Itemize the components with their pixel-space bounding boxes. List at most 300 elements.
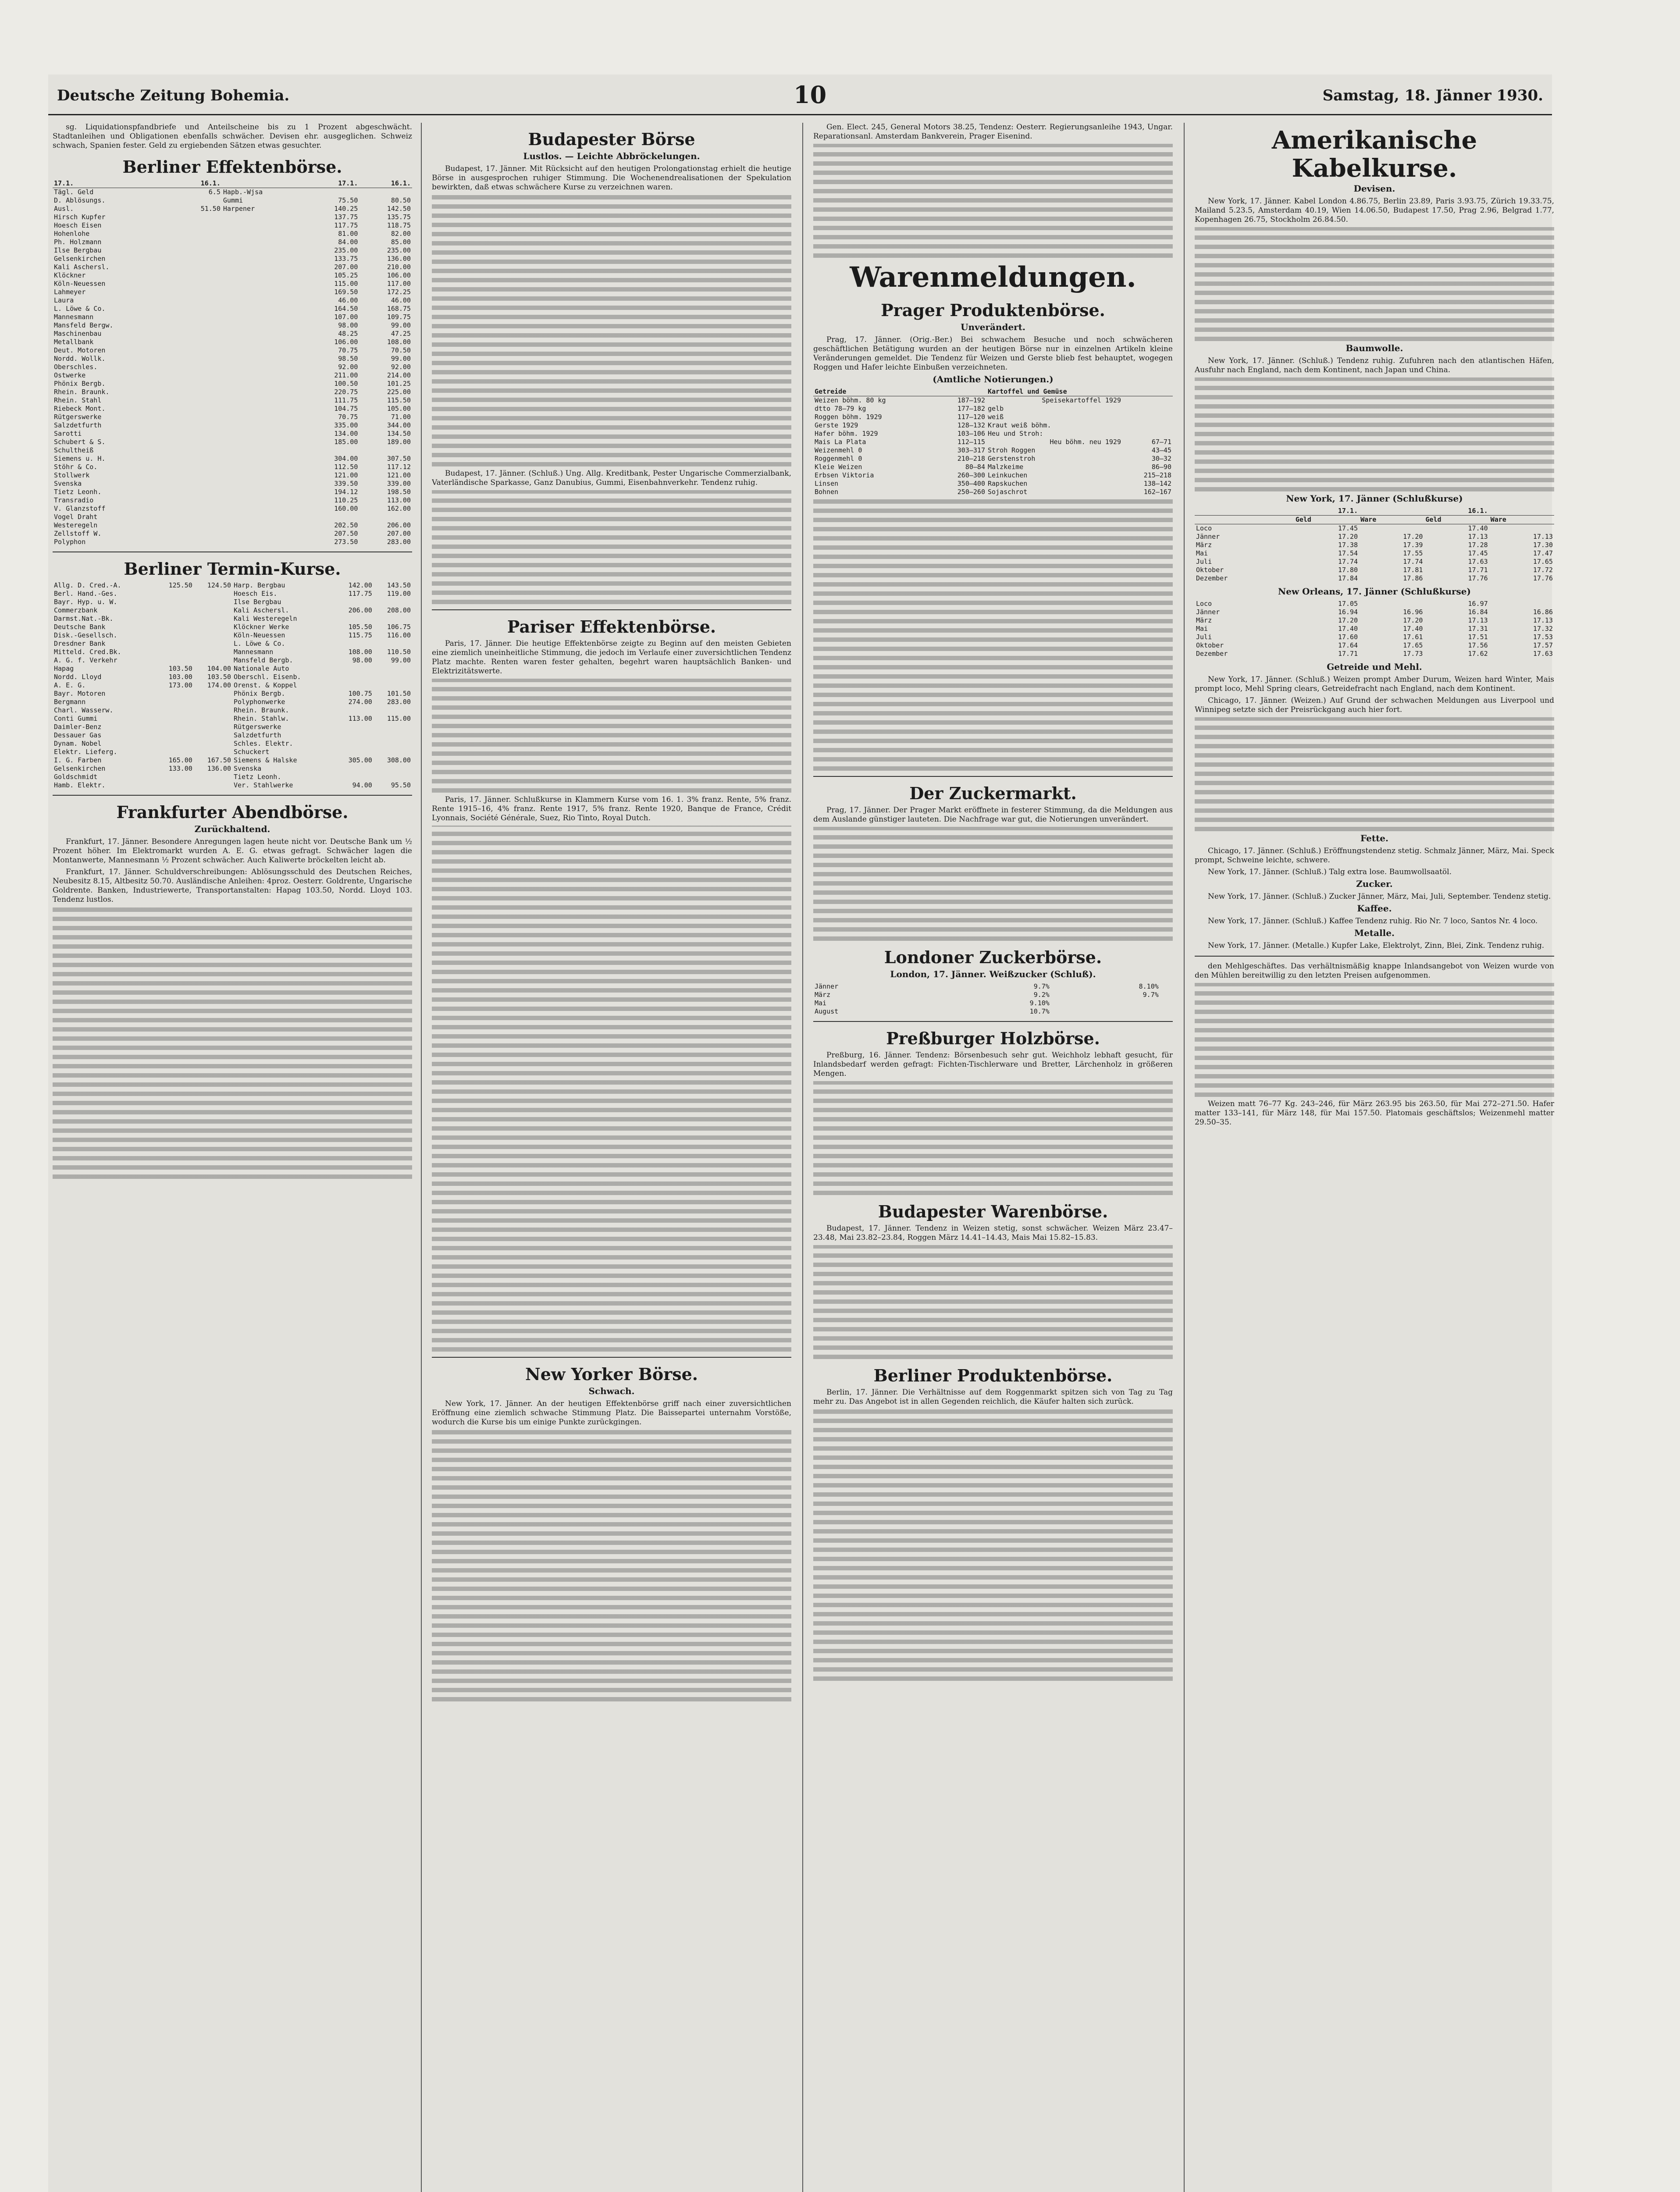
- table-cell: Heu und Stroh:: [987, 430, 1043, 438]
- table-cell: [194, 740, 232, 748]
- table-row: [53, 581, 412, 590]
- prager-notierungen-table: [813, 388, 1173, 496]
- table-cell: [374, 773, 412, 781]
- pressburger-report: Preßburg, 16. Jänner. Tendenz: Börsenbesuch sehr gut. Weichholz lebhaft gesucht, für Inlandsbedarf werden gefragt: Fichten-Tischlerware und Bretter, Lärchenholz in größeren Mengen.: [813, 1051, 1173, 1078]
- table-cell: Loco: [1196, 524, 1212, 532]
- table-cell: 138–142: [1143, 480, 1171, 488]
- table-cell: [177, 505, 221, 513]
- budapester-subtitle: Lustlos. — Leichte Abbröckelungen.: [523, 151, 700, 161]
- table-row: [53, 615, 412, 623]
- table-cell: [222, 321, 306, 330]
- table-cell: [222, 179, 306, 188]
- table-cell: 118.75: [387, 221, 411, 229]
- table-cell: 99.00: [391, 355, 411, 363]
- table-cell: [222, 388, 306, 396]
- table-cell: [1122, 430, 1173, 438]
- divider: [432, 609, 791, 610]
- table-cell: [194, 715, 232, 723]
- table-row: [53, 371, 412, 380]
- text-block: [1195, 717, 1554, 831]
- table-cell: [155, 740, 194, 748]
- table-cell: [1160, 982, 1173, 991]
- table-cell: [222, 538, 306, 546]
- table-cell: 16.86: [1533, 608, 1553, 616]
- table-cell: Siemens & Halske: [233, 756, 297, 764]
- table-cell: 17.57: [1533, 641, 1553, 649]
- table-cell: 250–260: [957, 488, 985, 496]
- table-cell: 17.38: [1338, 541, 1358, 549]
- table-cell: [177, 346, 221, 355]
- table-row: [813, 421, 1173, 430]
- table-cell: 117–120: [957, 413, 985, 421]
- table-cell: [155, 706, 194, 715]
- table-cell: [335, 748, 374, 756]
- table-cell: Gelsenkirchen: [54, 765, 106, 772]
- berliner-produktenboerse-title: Berliner Produktenbörse.: [873, 1366, 1113, 1385]
- new-yorker-subtitle: Schwach.: [588, 1386, 635, 1396]
- table-cell: 71.00: [391, 413, 411, 421]
- table-cell: [177, 388, 221, 396]
- table-cell: [155, 748, 194, 756]
- table-cell: [335, 681, 374, 690]
- table-cell: Gelsenkirchen: [54, 255, 106, 263]
- table-cell: 17.54: [1338, 549, 1358, 557]
- table-cell: 185.00: [334, 438, 358, 446]
- table-cell: 113.00: [348, 715, 372, 722]
- table-cell: [222, 330, 306, 338]
- table-cell: 111.75: [334, 396, 358, 404]
- pariser-effektenboerse-title: Pariser Effektenbörse.: [507, 617, 716, 637]
- table-row: [53, 188, 412, 197]
- table-row: [53, 773, 412, 781]
- table-cell: Geld: [1294, 516, 1359, 524]
- table-cell: [1122, 405, 1173, 413]
- table-cell: 16.1.: [359, 179, 412, 188]
- table-cell: 17.84: [1338, 574, 1358, 582]
- berliner-termin-table: [53, 581, 412, 790]
- table-cell: [1489, 507, 1554, 516]
- table-cell: [155, 590, 194, 598]
- kaffee-report: New York, 17. Jänner. (Schluß.) Kaffee Tendenz ruhig. Rio Nr. 7 loco, Santos Nr. 4 loco.: [1208, 917, 1538, 925]
- table-cell: 81.00: [338, 230, 358, 238]
- table-cell: 17.86: [1403, 574, 1423, 582]
- new-orleans-cotton-heading: New Orleans, 17. Jänner (Schlußkurse): [1278, 586, 1471, 597]
- table-cell: 135.75: [387, 213, 411, 221]
- table-cell: 17.05: [1338, 600, 1358, 608]
- table-cell: 108.00: [387, 338, 411, 346]
- table-cell: [222, 363, 306, 371]
- table-row: [1195, 600, 1554, 608]
- table-row: [813, 471, 1173, 480]
- londoner-zuckerboerse-title: Londoner Zuckerbörse.: [884, 947, 1102, 967]
- frankfurter-report-2: Frankfurt, 17. Jänner. Schuldverschreibungen: Ablösungsschuld des Deutschen Reiches, Neubesitz 8.15, Altbesitz 50.70. Ausländische Anleihen: 4proz. Oesterr. Goldrente, Ungarische Goldrente. Banken, Industriewerte, Transportanstalten: Hapag 103.50, Nordd. Lloyd 103. Tendenz lustlos.: [53, 868, 412, 904]
- table-cell: [222, 238, 306, 246]
- table-cell: 113.00: [387, 496, 411, 504]
- table-cell: Ilse Bergbau: [233, 598, 281, 606]
- table-cell: [177, 230, 221, 238]
- table-cell: Zellstoff W.: [54, 530, 102, 537]
- table-cell: [155, 631, 194, 640]
- table-cell: [222, 488, 306, 496]
- fette-heading: Fette.: [1360, 833, 1388, 843]
- table-cell: 92.00: [338, 363, 358, 371]
- table-cell: Köln-Neuessen: [54, 280, 106, 288]
- table-row: [1195, 541, 1554, 549]
- table-cell: 350–400: [957, 480, 985, 488]
- table-cell: [374, 640, 412, 648]
- table-cell: [222, 455, 306, 463]
- text-block: [813, 1409, 1173, 1681]
- table-cell: Dresdner Bank: [54, 640, 106, 648]
- table-cell: 274.00: [348, 698, 372, 706]
- table-cell: [222, 355, 306, 363]
- table-cell: [222, 480, 306, 488]
- table-cell: 99.00: [391, 321, 411, 329]
- table-cell: 30–32: [1151, 455, 1171, 463]
- table-cell: 17.65: [1533, 558, 1553, 566]
- table-cell: 17.65: [1403, 641, 1423, 649]
- table-cell: V. Glanzstoff: [54, 505, 106, 512]
- table-cell: 46.00: [338, 296, 358, 304]
- table-cell: Westeregeln: [54, 521, 98, 529]
- table-row: [53, 205, 412, 213]
- new-yorker-boerse-title: New Yorker Börse.: [525, 1364, 698, 1384]
- table-row: [53, 413, 412, 421]
- table-row: [53, 388, 412, 396]
- column-4: [1195, 123, 1554, 2192]
- table-cell: 6.5: [208, 188, 221, 196]
- table-cell: 17.20: [1403, 533, 1423, 541]
- table-cell: [335, 615, 374, 623]
- table-row: [53, 723, 412, 731]
- table-cell: Dynam. Nobel: [54, 740, 102, 747]
- table-cell: 17.13: [1533, 533, 1553, 541]
- table-cell: 95.50: [391, 781, 411, 789]
- table-cell: 133.75: [334, 255, 358, 263]
- table-row: [53, 538, 412, 546]
- text-block: [813, 499, 1173, 771]
- table-row: [1195, 549, 1554, 558]
- text-block: [813, 1081, 1173, 1195]
- prager-report: Prag, 17. Jänner. (Orig.-Ber.) Bei schwachem Besuche und noch schwächeren geschäftlichen Betätigung wurden an der heutigen Börse nur in einzelnen Artikeln kleine Veränderungen gemeldet. Die Tendenz für Weizen und Gerste blieb fest behauptet, wogegen Roggen und Hafer leichte Einbußen verzeichneten.: [813, 335, 1173, 372]
- table-cell: Juli: [1196, 633, 1212, 641]
- table-cell: 207.50: [334, 530, 358, 537]
- table-cell: Mansfeld Bergw.: [54, 321, 114, 329]
- table-cell: Ilse Bergbau: [54, 246, 102, 254]
- table-row: [53, 463, 412, 471]
- table-cell: [177, 296, 221, 305]
- table-row: [53, 606, 412, 615]
- table-cell: 17.30: [1533, 541, 1553, 549]
- table-cell: Laura: [54, 296, 74, 304]
- table-header: [813, 388, 1173, 396]
- pariser-report-2: Paris, 17. Jänner. Schlußkurse in Klammern Kurse vom 16. 1. 3% franz. Rente, 5% franz. Rente 1915–16, 4% franz. Rente 1917, 5% franz. Rente 1920, Banque de France, Crédit Lyonnais, Société Générale, Suez, Rio Tinto, Royal Dutch.: [432, 795, 791, 822]
- table-cell: Kartoffel und Gemüse: [986, 388, 1122, 396]
- table-cell: 174.00: [207, 681, 231, 689]
- table-cell: [1160, 991, 1173, 999]
- table-cell: [1489, 600, 1554, 608]
- table-row: [1195, 625, 1554, 633]
- table-cell: Vogel Draht: [54, 513, 98, 521]
- table-cell: weiß: [987, 413, 1004, 421]
- table-cell: Rhein. Braunk.: [54, 388, 110, 396]
- table-cell: 94.00: [352, 781, 372, 789]
- table-cell: [1359, 600, 1424, 608]
- table-cell: [194, 781, 232, 790]
- table-cell: 82.00: [391, 230, 411, 238]
- table-row: [53, 756, 412, 765]
- table-row: [813, 488, 1173, 496]
- table-cell: [177, 280, 221, 288]
- table-cell: [194, 731, 232, 740]
- table-cell: A. E. G.: [54, 681, 86, 689]
- table-row: [53, 640, 412, 648]
- table-row: [53, 715, 412, 723]
- table-cell: Linsen: [815, 480, 839, 488]
- table-cell: 16.96: [1403, 608, 1423, 616]
- table-cell: 17.32: [1533, 625, 1553, 633]
- table-cell: 137.75: [334, 213, 358, 221]
- table-cell: 117.00: [387, 280, 411, 288]
- table-cell: [335, 723, 374, 731]
- table-cell: 16.1.: [177, 179, 221, 188]
- table-cell: [177, 438, 221, 446]
- table-cell: 106.00: [387, 271, 411, 279]
- table-cell: [222, 271, 306, 280]
- table-cell: 17.1.: [53, 179, 177, 188]
- table-cell: 107.00: [334, 313, 358, 321]
- table-cell: L. Löwe & Co.: [233, 640, 285, 648]
- table-cell: 9.10%: [1029, 999, 1050, 1007]
- table-cell: 17.74: [1403, 558, 1423, 566]
- table-cell: [335, 665, 374, 673]
- table-cell: [374, 665, 412, 673]
- table-cell: 17.20: [1403, 616, 1423, 624]
- table-cell: 208.00: [387, 606, 411, 614]
- table-cell: 17.64: [1338, 641, 1358, 649]
- column-rule: [802, 123, 803, 2192]
- table-row: [813, 405, 1173, 413]
- table-cell: [155, 773, 194, 781]
- table-cell: 16.84: [1468, 608, 1488, 616]
- table-cell: Darmst.Nat.-Bk.: [54, 615, 114, 623]
- table-cell: [177, 221, 221, 230]
- table-cell: Phönix Bergb.: [54, 380, 106, 388]
- table-cell: 305.00: [348, 756, 372, 764]
- table-row: [53, 255, 412, 263]
- table-cell: 211.00: [334, 371, 358, 379]
- table-cell: 17.76: [1468, 574, 1488, 582]
- table-cell: 17.63: [1533, 650, 1553, 658]
- table-cell: [222, 221, 306, 230]
- table-cell: [194, 631, 232, 640]
- table-cell: [177, 405, 221, 413]
- text-block: [813, 1245, 1173, 1359]
- table-cell: [177, 363, 221, 371]
- table-cell: 17.72: [1533, 566, 1553, 574]
- table-row: [53, 196, 412, 205]
- table-row: [53, 421, 412, 430]
- table-row: [813, 396, 1173, 405]
- table-cell: [222, 530, 306, 538]
- table-cell: Heu böhm. neu 1929: [1050, 438, 1121, 446]
- table-cell: [374, 731, 412, 740]
- weizen-preise-report: Weizen matt 76–77 Kg. 243–246, für März 263.95 bis 263.50, für Mai 272–271.50. Hafer matter 133–141, für März 148, für Mai 157.50. Platomais geschäftslos; Weizenmehl matter 29.50–35.: [1195, 1100, 1554, 1127]
- table-cell: Tägl. Geld: [54, 188, 94, 196]
- text-block: [432, 490, 791, 604]
- table-cell: Roggen böhm. 1929: [815, 413, 882, 421]
- table-cell: 165.00: [168, 756, 192, 764]
- divider: [813, 1021, 1173, 1022]
- table-cell: Ph. Holzmann: [54, 238, 102, 246]
- table-header: [1195, 507, 1554, 516]
- table-cell: [155, 606, 194, 615]
- budapester-report-1: Budapest, 17. Jänner. Mit Rücksicht auf den heutigen Prolongationstag erhielt die heutige Börse in ausgesprochen ruhiger Stimmung. Die Wochenendrealisationen der Spekulation bewirkten, daß etwas schwächere Kurse zu verzeichnen waren.: [432, 164, 791, 192]
- table-cell: [177, 396, 221, 405]
- table-cell: Polyphonwerke: [233, 698, 285, 706]
- table-cell: [359, 188, 412, 197]
- table-cell: [222, 471, 306, 480]
- table-cell: 206.00: [387, 521, 411, 529]
- amerikanische-kabelkurse-title: Amerikanische Kabelkurse.: [1271, 126, 1477, 183]
- devisen-report: New York, 17. Jänner. Kabel London 4.86.75, Berlin 23.89, Paris 3.93.75, Zürich 19.33.75, Mailand 5.23.5, Amsterdam 40.19, Wien 14.06.50, Budapest 17.50, Prag 2.96, Belgrad 1.77, Kopenhagen 26.75, Stockholm 26.84.50.: [1195, 197, 1554, 224]
- table-cell: 17.13: [1468, 616, 1488, 624]
- table-cell: 17.40: [1403, 625, 1423, 633]
- table-cell: [177, 263, 221, 271]
- table-cell: Tietz Leonh.: [233, 773, 281, 781]
- table-cell: [194, 648, 232, 656]
- page-header: [48, 79, 1552, 115]
- table-row: [53, 648, 412, 656]
- table-cell: A. G. f. Verkehr: [54, 656, 117, 664]
- table-row: [53, 321, 412, 330]
- text-block: [432, 679, 791, 793]
- fette-report-2: New York, 17. Jänner. (Schluß.) Talg extra lose. Baumwollsaatöl.: [1208, 868, 1452, 876]
- table-row: [53, 598, 412, 606]
- table-row: [53, 690, 412, 698]
- table-cell: 134.00: [334, 430, 358, 438]
- table-cell: [359, 513, 412, 521]
- table-cell: 260–300: [957, 471, 985, 479]
- table-cell: [194, 606, 232, 615]
- table-row: [813, 413, 1173, 421]
- table-cell: 202.50: [334, 521, 358, 529]
- table-cell: 339.00: [387, 480, 411, 488]
- table-row: [53, 740, 412, 748]
- baumwolle-report: New York, 17. Jänner. (Schluß.) Tendenz ruhig. Zufuhren nach den atlantischen Häfen, Ausfuhr nach England, nach dem Kontinent, nach Japan und China.: [1195, 356, 1554, 374]
- table-cell: 9.2%: [1033, 991, 1050, 999]
- table-cell: Rhein. Stahl: [54, 396, 102, 404]
- table-row: [53, 656, 412, 665]
- baumwolle-subtitle: Baumwolle.: [1345, 343, 1403, 353]
- table-cell: 308.00: [387, 756, 411, 764]
- table-cell: März: [1196, 616, 1212, 624]
- table-cell: [177, 305, 221, 313]
- table-cell: 17.45: [1468, 549, 1488, 557]
- table-cell: [155, 656, 194, 665]
- table-cell: 17.60: [1338, 633, 1358, 641]
- divider: [432, 1357, 791, 1358]
- table-cell: 140.25: [334, 205, 358, 213]
- table-cell: [155, 715, 194, 723]
- table-row: [53, 296, 412, 305]
- table-cell: Conti Gummi: [54, 715, 98, 722]
- prager-subtitle: Unverändert.: [961, 322, 1025, 332]
- text-block: [1195, 983, 1554, 1097]
- table-cell: [222, 230, 306, 238]
- table-cell: [374, 748, 412, 756]
- table-cell: [222, 255, 306, 263]
- table-cell: 115.50: [387, 396, 411, 404]
- table-cell: [177, 196, 221, 205]
- table-cell: Juli: [1196, 558, 1212, 566]
- table-cell: [374, 681, 412, 690]
- table-cell: 142.50: [387, 205, 411, 213]
- table-row: [53, 271, 412, 280]
- table-cell: 17.13: [1533, 616, 1553, 624]
- table-cell: 136.00: [387, 255, 411, 263]
- table-cell: 17.55: [1403, 549, 1423, 557]
- table-cell: Weizen böhm. 80 kg: [815, 396, 886, 404]
- table-cell: 101.50: [387, 690, 411, 697]
- table-row: [53, 313, 412, 321]
- table-cell: [1122, 396, 1173, 405]
- table-cell: 162–167: [1143, 488, 1171, 496]
- metalle-report: New York, 17. Jänner. (Metalle.) Kupfer Lake, Elektrolyt, Zinn, Blei, Zink. Tendenz ruhig.: [1208, 941, 1545, 950]
- table-cell: Svenska: [54, 480, 82, 488]
- table-row: [53, 623, 412, 631]
- col1-intro: sg. Liquidationspfandbriefe und Anteilscheine bis zu 1 Prozent abgeschwächt. Stadtanleihen und Obligationen ebenfalls schwächer. Devisen ehr. ausgeglichen. Schweiz schwach, Spanien fester. Geld zu ergiebenden Sätzen etwas gesuchter.: [53, 123, 412, 150]
- table-cell: [222, 263, 306, 271]
- table-cell: Elektr. Lieferg.: [54, 748, 117, 756]
- table-cell: Kali Westeregeln: [233, 615, 297, 623]
- table-cell: 17.63: [1468, 558, 1488, 566]
- table-cell: 189.00: [387, 438, 411, 446]
- table-header: [53, 179, 412, 188]
- table-cell: gelb: [987, 405, 1004, 413]
- table-cell: 106.75: [387, 623, 411, 631]
- table-cell: 105.50: [348, 623, 372, 631]
- table-cell: 117.75: [334, 221, 358, 229]
- table-cell: 304.00: [334, 455, 358, 463]
- table-cell: 134.50: [387, 430, 411, 438]
- table-cell: 17.47: [1533, 549, 1553, 557]
- table-cell: [194, 598, 232, 606]
- table-row: [53, 330, 412, 338]
- table-cell: [177, 288, 221, 296]
- table-cell: 198.50: [387, 488, 411, 496]
- table-cell: 10.7%: [1029, 1007, 1050, 1015]
- table-cell: 103–106: [957, 430, 985, 438]
- table-cell: 17.20: [1338, 616, 1358, 624]
- table-cell: 16.97: [1468, 600, 1488, 608]
- berliner-effekten-table: [53, 179, 412, 546]
- table-cell: Rhein. Braunk.: [233, 706, 289, 714]
- table-cell: 104.75: [334, 405, 358, 413]
- table-cell: [155, 781, 194, 790]
- table-cell: [194, 698, 232, 706]
- table-cell: [194, 590, 232, 598]
- table-cell: Tietz Leonh.: [54, 488, 102, 496]
- table-cell: Charl. Wasserw.: [54, 706, 114, 714]
- table-cell: [335, 640, 374, 648]
- table-cell: 70.75: [338, 413, 358, 421]
- table-cell: Speisekartoffel 1929: [1042, 396, 1121, 404]
- table-cell: 17.61: [1403, 633, 1423, 641]
- table-cell: Kali Aschersl.: [54, 263, 110, 271]
- table-cell: Riebeck Mont.: [54, 405, 106, 413]
- table-cell: Ausl.: [54, 205, 74, 213]
